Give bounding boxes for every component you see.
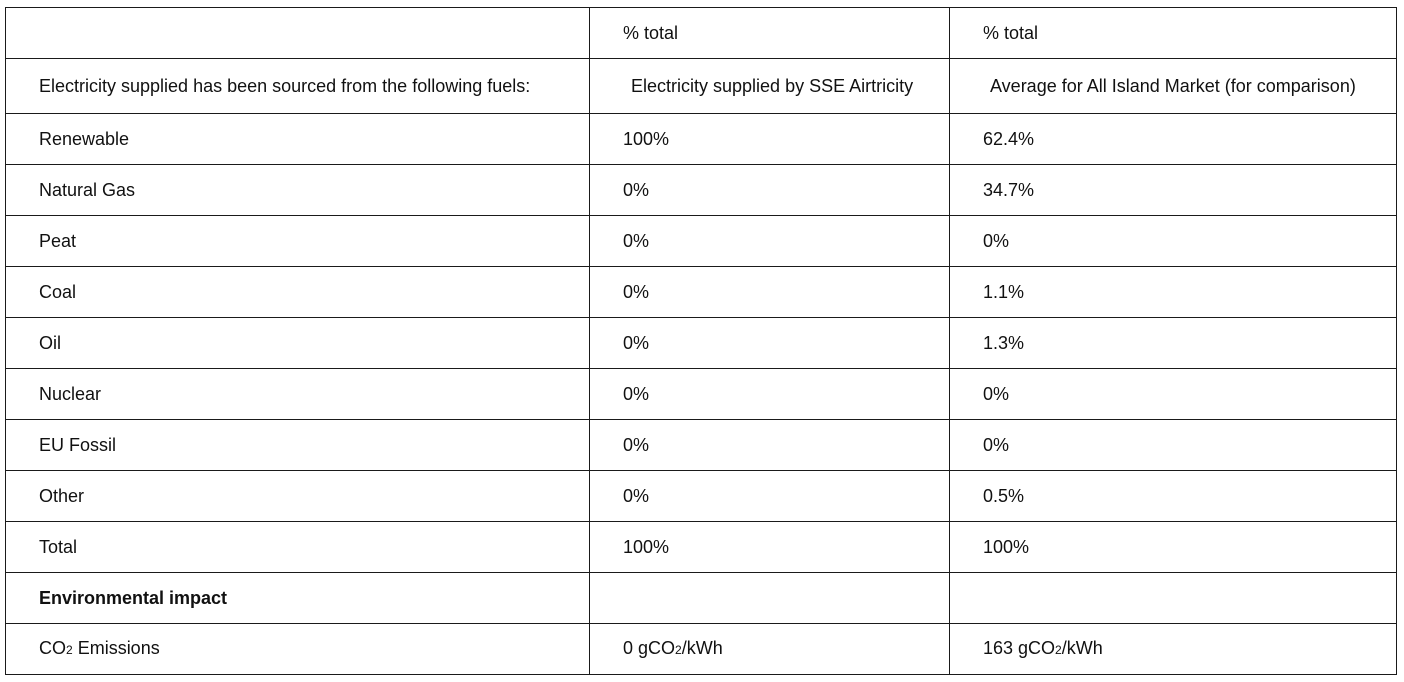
header-row [6, 8, 1397, 59]
market-percent-cell [950, 114, 1397, 165]
fuel-rows [6, 114, 1397, 573]
market-percent: 1.3% [983, 333, 1025, 353]
supplier-percent-cell [590, 369, 950, 420]
subheader-label-fuels: Electricity supplied has been sourced from the following fuels: [39, 76, 531, 96]
market-percent-cell [950, 216, 1397, 267]
supplier-percent: 0% [623, 282, 650, 302]
supplier-percent: 100% [623, 129, 670, 149]
header-cell-market [950, 8, 1397, 59]
supplier-percent: 0% [623, 231, 650, 251]
market-percent: 0% [983, 384, 1010, 404]
subheader-cell-market [950, 59, 1397, 114]
fuel-name-cell [6, 114, 590, 165]
fuel-name: Total [39, 537, 78, 557]
market-percent-cell [950, 420, 1397, 471]
supplier-percent: 0% [623, 180, 650, 200]
market-percent-cell [950, 522, 1397, 573]
fuel-name: Nuclear [39, 384, 102, 404]
environmental-heading: Environmental impact [39, 588, 228, 608]
market-percent: 1.1% [983, 282, 1025, 302]
supplier-percent: 0% [623, 333, 650, 353]
supplier-percent: 0% [623, 435, 650, 455]
supplier-percent-cell [590, 471, 950, 522]
co2-label: CO2 Emissions [39, 638, 160, 658]
market-percent: 0% [983, 435, 1010, 455]
supplier-percent-cell [590, 165, 950, 216]
fuel-name: Coal [39, 282, 77, 302]
environmental-heading-row [6, 573, 1397, 624]
fuel-mix-table [5, 7, 1397, 675]
header-label-market: % total [983, 23, 1039, 43]
co2-market-value: 163 gCO2/kWh [983, 638, 1103, 658]
fuel-row [6, 420, 1397, 471]
fuel-row [6, 522, 1397, 573]
co2-label-cell [6, 624, 590, 675]
supplier-percent: 0% [623, 384, 650, 404]
supplier-percent-cell [590, 216, 950, 267]
fuel-row [6, 318, 1397, 369]
fuel-name-cell [6, 318, 590, 369]
supplier-percent-cell [590, 267, 950, 318]
supplier-percent-cell [590, 114, 950, 165]
environmental-empty-cell-market [950, 573, 1397, 624]
supplier-percent-cell [590, 420, 950, 471]
subheader-row [6, 59, 1397, 114]
market-percent: 0.5% [983, 486, 1025, 506]
subheader-label-market: Average for All Island Market (for comparison) [990, 76, 1356, 96]
header-cell-supplier [590, 8, 950, 59]
supplier-percent-cell [590, 318, 950, 369]
header-empty-cell [6, 8, 590, 59]
market-percent: 34.7% [983, 180, 1035, 200]
header-label-supplier: % total [623, 23, 679, 43]
subheader-cell-supplier [590, 59, 950, 114]
market-percent: 62.4% [983, 129, 1035, 149]
fuel-name: Oil [39, 333, 61, 353]
fuel-row [6, 471, 1397, 522]
fuel-name-cell [6, 267, 590, 318]
fuel-row [6, 267, 1397, 318]
market-percent-cell [950, 165, 1397, 216]
co2-row [6, 624, 1397, 675]
fuel-name-cell [6, 522, 590, 573]
fuel-row [6, 165, 1397, 216]
market-percent: 100% [983, 537, 1030, 557]
market-percent-cell [950, 318, 1397, 369]
market-percent-cell [950, 267, 1397, 318]
supplier-percent: 0% [623, 486, 650, 506]
fuel-row [6, 216, 1397, 267]
subheader-cell-fuels [6, 59, 590, 114]
fuel-name: Natural Gas [39, 180, 136, 200]
market-percent: 0% [983, 231, 1010, 251]
supplier-percent-cell [590, 522, 950, 573]
fuel-name-cell [6, 471, 590, 522]
environmental-heading-cell [6, 573, 590, 624]
fuel-name-cell [6, 165, 590, 216]
fuel-name: Other [39, 486, 85, 506]
fuel-name: EU Fossil [39, 435, 117, 455]
fuel-name-cell [6, 420, 590, 471]
subheader-label-supplier: Electricity supplied by SSE Airtricity [631, 76, 914, 96]
environmental-empty-cell-supplier [590, 573, 950, 624]
co2-supplier-cell [590, 624, 950, 675]
fuel-name: Renewable [39, 129, 130, 149]
market-percent-cell [950, 369, 1397, 420]
co2-supplier-value: 0 gCO2/kWh [623, 638, 723, 658]
supplier-percent: 100% [623, 537, 670, 557]
market-percent-cell [950, 471, 1397, 522]
fuel-name-cell [6, 369, 590, 420]
fuel-row [6, 369, 1397, 420]
fuel-name-cell [6, 216, 590, 267]
fuel-row [6, 114, 1397, 165]
co2-market-cell [950, 624, 1397, 675]
fuel-name: Peat [39, 231, 77, 251]
